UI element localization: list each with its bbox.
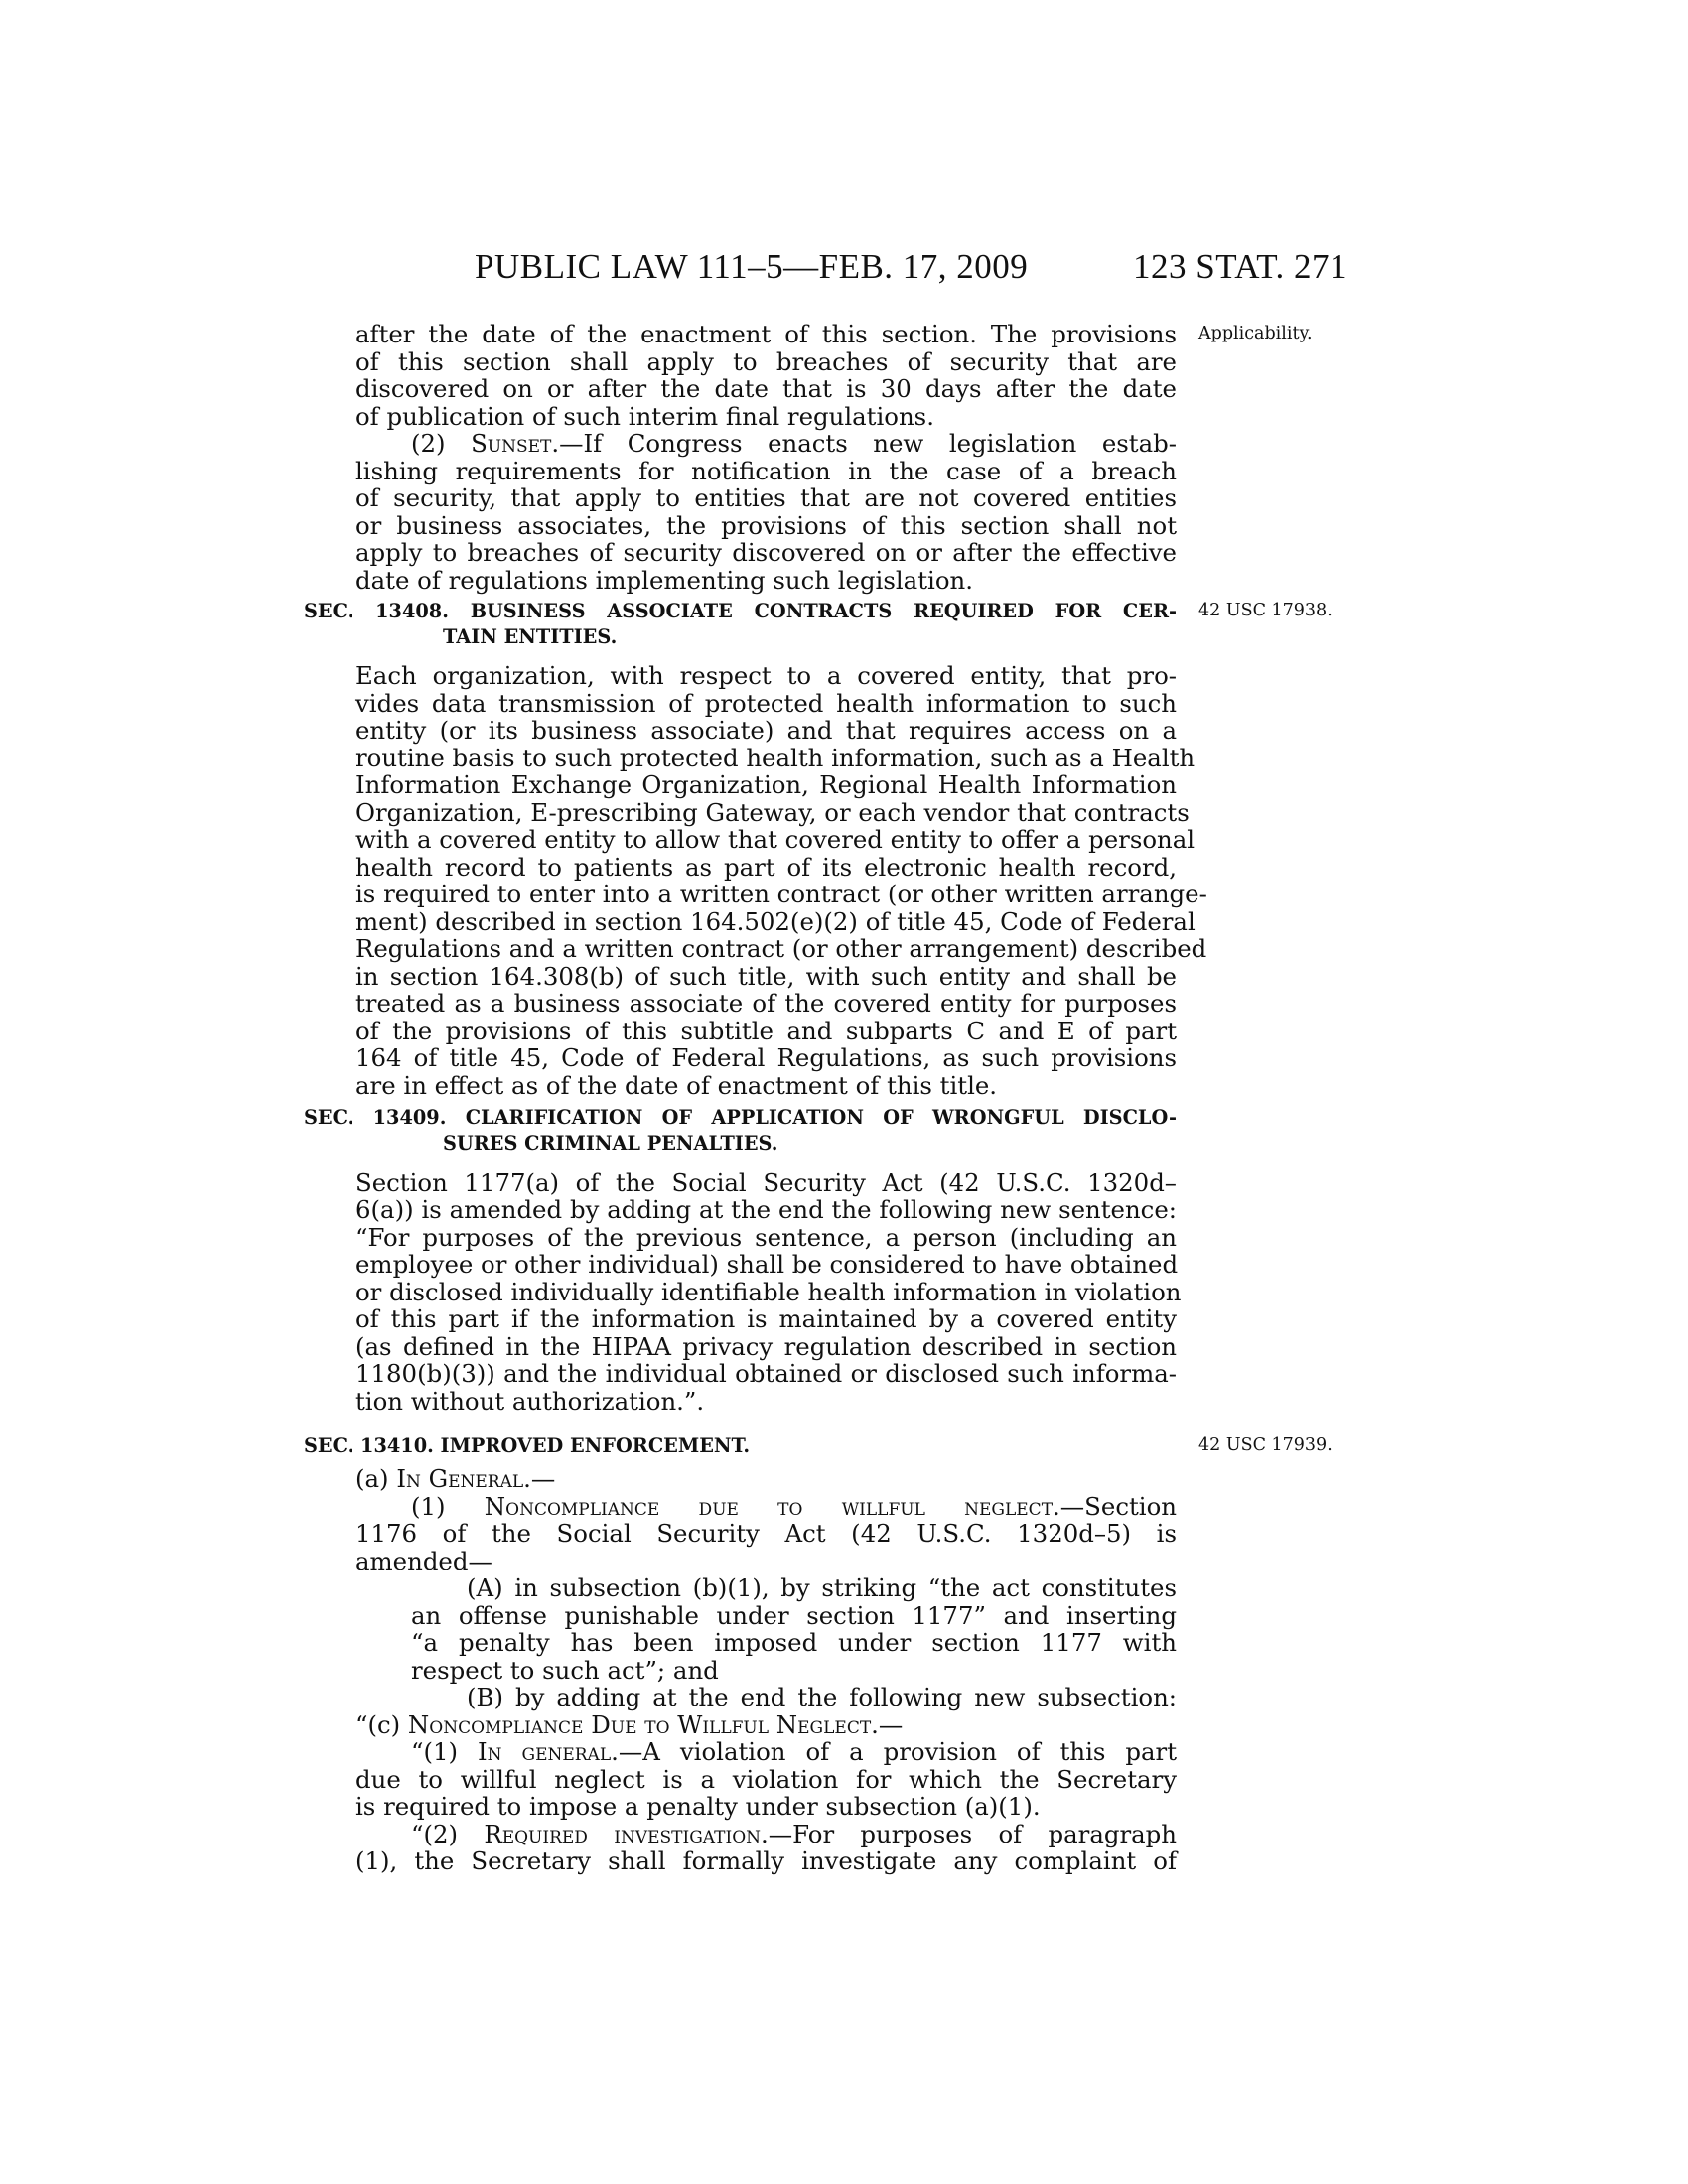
body-line [411, 1738, 1177, 1766]
margin-note-42-usc-17939: 42 USC 17939. [1198, 1435, 1333, 1455]
body-line [355, 1465, 1177, 1493]
body-line: employee or other individual) shall be considered to have obtained [355, 1250, 1179, 1279]
body-line [411, 1821, 1177, 1848]
sunset-heading: Sunset [471, 429, 552, 458]
body-line: after the date of the enactment of this section. The provisions [355, 320, 1177, 348]
body-line: or disclosed individually identifiable health information in violation [355, 1278, 1182, 1306]
section-heading-13410: SEC. 13410. IMPROVED ENFORCEMENT. [304, 1434, 751, 1457]
body-line: “For purposes of the previous sentence, a person (including an [355, 1223, 1177, 1252]
body-line: an offense punishable under section 1177” and inserting [411, 1601, 1177, 1630]
running-header-title: PUBLIC LAW 111–5—FEB. 17, 2009 [475, 247, 1029, 286]
body-line: or business associates, the provisions of this section shall not [355, 511, 1177, 540]
c2-text: .—For purposes of paragraph [761, 1820, 1177, 1848]
section-heading-13409: SEC. 13409. CLARIFICATION OF APPLICATION OF WRONGFUL DISCLO- [304, 1106, 1177, 1129]
body-line: ment) described in section 164.502(e)(2) of title 45, Code of Federal [355, 907, 1196, 936]
body-line: of the provisions of this subtitle and subparts C and E of part [355, 1017, 1177, 1045]
subsection-c-dash: .— [871, 1710, 904, 1739]
body-line [355, 1711, 1177, 1739]
body-line: discovered on or after the date that is 30 days after the date [355, 374, 1177, 403]
body-line: (B) by adding at the end the following new subsection: [467, 1683, 1177, 1711]
body-line: apply to breaches of security discovered on or after the effective [355, 538, 1177, 567]
body-line: “a penalty has been imposed under section 1177 with [411, 1628, 1177, 1657]
body-line: Section 1177(a) of the Social Security Act (42 U.S.C. 1320d– [355, 1168, 1177, 1197]
body-line: amended— [355, 1547, 492, 1575]
running-header-page-citation: 123 STAT. 271 [1133, 247, 1347, 286]
body-line: Regulations and a written contract (or other arrangement) described [355, 934, 1207, 963]
body-line: is required to impose a penalty under subsection (a)(1). [355, 1792, 1041, 1821]
section-heading-13409-cont: SURES CRIMINAL PENALTIES. [443, 1132, 778, 1155]
para-1-label: (1) [411, 1492, 485, 1521]
body-line: 1176 of the Social Security Act (42 U.S.C. 1320d–5) is [355, 1519, 1177, 1548]
c1-label: “(1) [411, 1737, 478, 1766]
body-line: with a covered entity to allow that covered entity to offer a personal [355, 825, 1196, 854]
body-line [411, 430, 1177, 458]
body-line: of publication of such interim final regulations. [355, 402, 934, 431]
body-line: Organization, E-prescribing Gateway, or each vendor that contracts [355, 798, 1190, 827]
c1-heading: In general [478, 1737, 612, 1766]
c2-heading: Required investigation [484, 1820, 762, 1848]
subsection-a-dash: .— [523, 1464, 556, 1493]
sunset-paragraph-number: (2) [411, 429, 472, 458]
body-line: routine basis to such protected health information, such as a Health [355, 744, 1196, 772]
c1-text: .—A violation of a provision of this part [611, 1737, 1177, 1766]
body-line: (1), the Secretary shall formally investigate any complaint of [355, 1846, 1177, 1875]
margin-note-42-usc-17938: 42 USC 17938. [1198, 601, 1333, 620]
body-line: respect to such act”; and [411, 1656, 719, 1685]
body-line: tion without authorization.”. [355, 1387, 705, 1416]
body-line: Each organization, with respect to a covered entity, that pro- [355, 661, 1177, 690]
sunset-text: .—If Congress enacts new legislation estab- [551, 429, 1178, 458]
margin-note-applicability: Applicability. [1198, 324, 1313, 343]
subsection-a-label: (a) [355, 1464, 397, 1493]
body-line: due to willful neglect is a violation for which the Secretary [355, 1765, 1177, 1794]
section-heading-13408: SEC. 13408. BUSINESS ASSOCIATE CONTRACTS REQUIRED FOR CER- [304, 600, 1177, 622]
c2-label: “(2) [411, 1820, 485, 1848]
body-line: are in effect as of the date of enactment of this title. [355, 1071, 998, 1100]
body-line: Information Exchange Organization, Regional Health Information [355, 770, 1177, 799]
body-line: in section 164.308(b) of such title, with such entity and shall be [355, 962, 1177, 991]
para-1-text: .—Section [1053, 1492, 1177, 1521]
body-line: 6(a)) is amended by adding at the end the following new sentence: [355, 1195, 1177, 1224]
subsection-c-heading: Noncompliance Due to Willful Neglect [407, 1710, 872, 1739]
body-line: (A) in subsection (b)(1), by striking “the act constitutes [467, 1573, 1177, 1602]
body-line: of security, that apply to entities that are not covered entities [355, 483, 1177, 512]
subsection-c-label: “(c) [355, 1710, 408, 1739]
section-heading-13408-cont: TAIN ENTITIES. [443, 625, 618, 648]
body-line: entity (or its business associate) and that requires access on a [355, 716, 1177, 745]
body-line: date of regulations implementing such legislation. [355, 566, 973, 595]
body-line: vides data transmission of protected health information to such [355, 689, 1177, 718]
body-line: (as defined in the HIPAA privacy regulation described in section [355, 1332, 1177, 1361]
subsection-a-heading: In General [396, 1464, 524, 1493]
body-line: health record to patients as part of its electronic health record, [355, 853, 1177, 882]
body-line: treated as a business associate of the covered entity for purposes [355, 989, 1177, 1018]
body-line: of this section shall apply to breaches of security that are [355, 347, 1177, 376]
body-line: lishing requirements for notification in the case of a breach [355, 457, 1177, 485]
para-1-heading: Noncompliance due to willful neglect [484, 1492, 1054, 1521]
body-line: 1180(b)(3)) and the individual obtained or disclosed such informa- [355, 1359, 1177, 1388]
body-line: 164 of title 45, Code of Federal Regulations, as such provisions [355, 1043, 1177, 1072]
body-line: of this part if the information is maintained by a covered entity [355, 1304, 1177, 1333]
body-line [411, 1493, 1177, 1521]
body-line: is required to enter into a written contract (or other written arrange- [355, 880, 1207, 908]
